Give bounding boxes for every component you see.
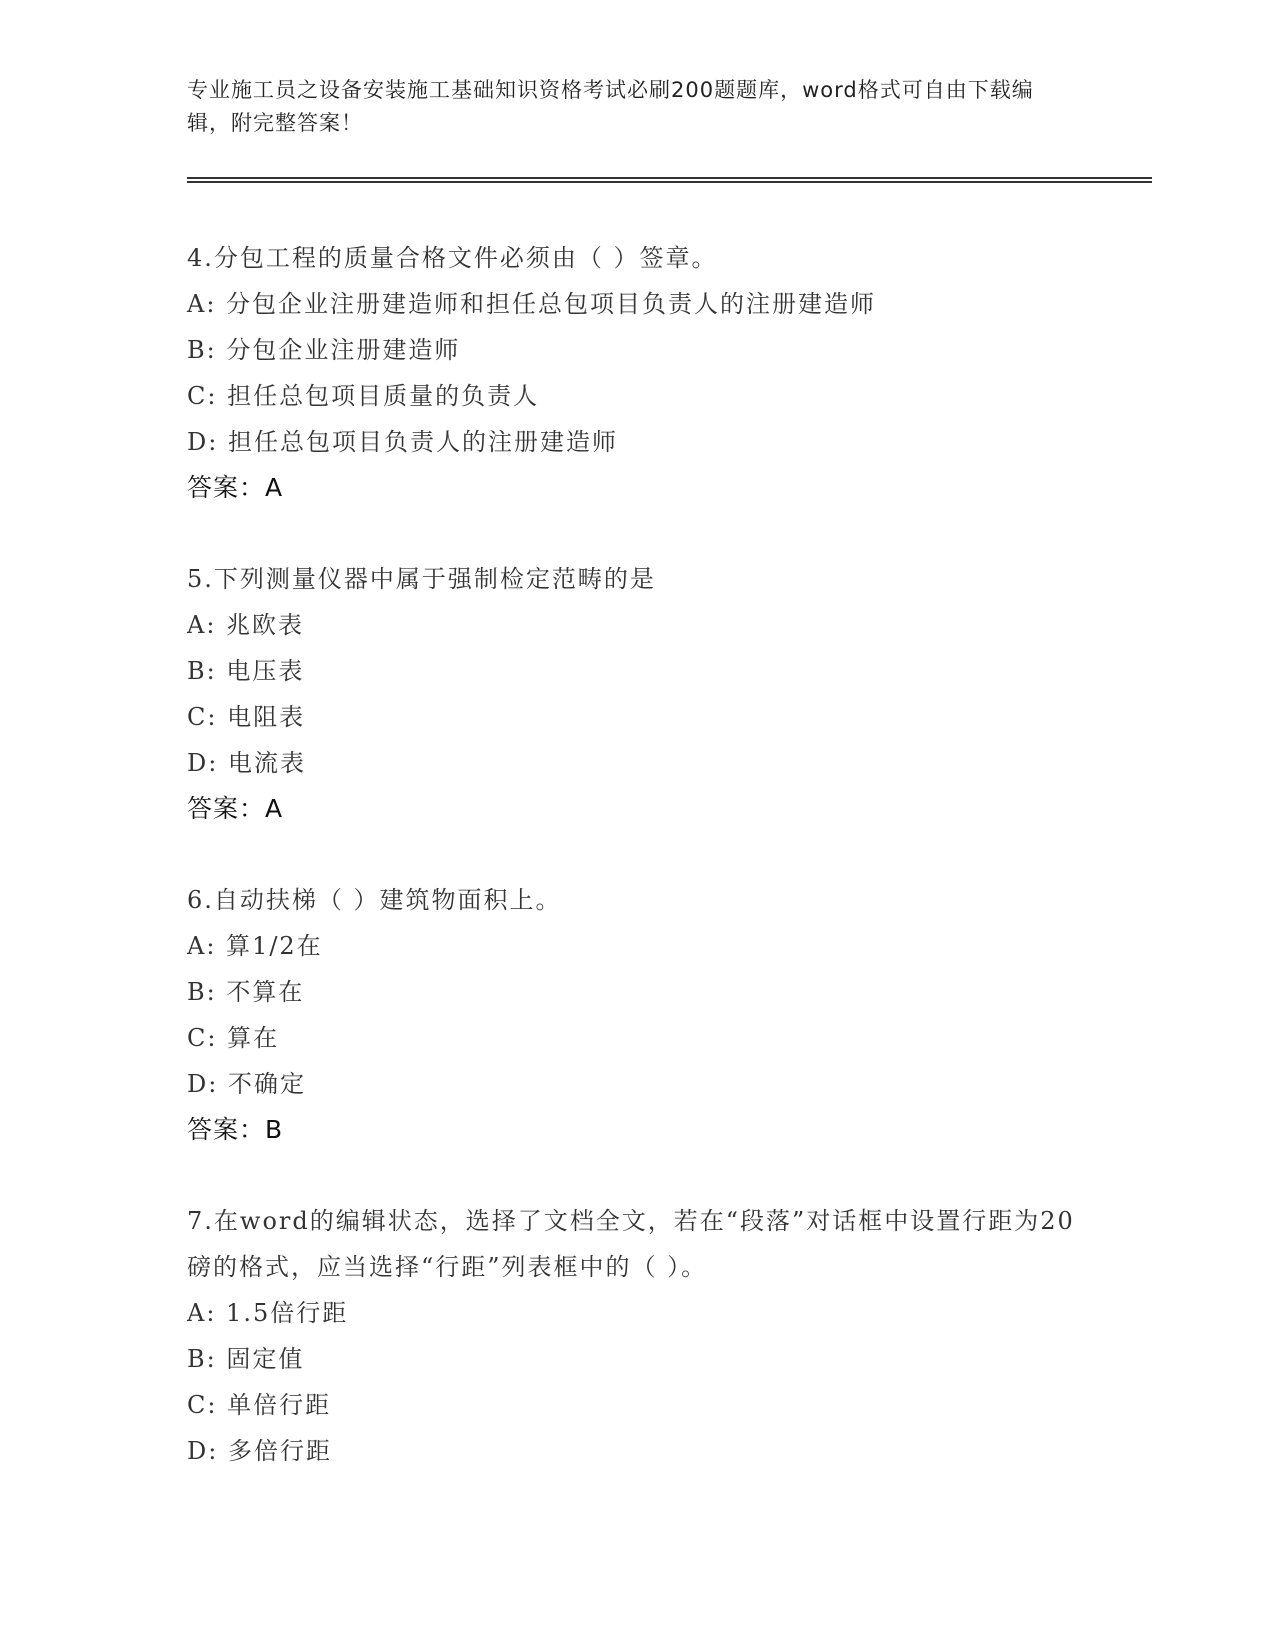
answer-label: 答案：B xyxy=(187,1115,284,1144)
header-text: 专业施工员之设备安装施工基础知识资格考试必刷200题题库，word格式可自由下载编辑，附完整答案！ xyxy=(187,78,1034,135)
answer-label: 答案：A xyxy=(187,794,284,823)
option-c: C: 电阻表 xyxy=(187,703,306,731)
option-a: A: 1.5倍行距 xyxy=(187,1299,349,1327)
option-b: B: 不算在 xyxy=(187,978,305,1006)
header-divider xyxy=(187,177,1152,183)
question-text: 6.自动扶梯（ ）建筑物面积上。 xyxy=(187,886,562,914)
option-a: A: 分包企业注册建造师和担任总包项目负责人的注册建造师 xyxy=(187,290,877,318)
option-b: B: 固定值 xyxy=(187,1345,305,1373)
option-d: D: 多倍行距 xyxy=(187,1437,332,1465)
option-a: A: 算1/2在 xyxy=(187,932,323,960)
option-b: B: 分包企业注册建造师 xyxy=(187,336,461,364)
option-c: C: 担任总包项目质量的负责人 xyxy=(187,382,540,410)
question-text: 7.在word的编辑状态，选择了文档全文，若在“段落”对话框中设置行距为20磅的格式，应当选择“行距”列表框中的（ ）。 xyxy=(187,1207,1075,1281)
question-7 xyxy=(187,1198,1087,1474)
option-d: D: 不确定 xyxy=(187,1070,306,1098)
option-c: C: 单倍行距 xyxy=(187,1391,332,1419)
option-d: D: 担任总包项目负责人的注册建造师 xyxy=(187,428,618,456)
question-list xyxy=(187,235,1087,1519)
option-d: D: 电流表 xyxy=(187,749,306,777)
question-5 xyxy=(187,556,1087,832)
option-b: B: 电压表 xyxy=(187,657,305,685)
question-4 xyxy=(187,235,1087,511)
question-text: 4.分包工程的质量合格文件必须由（ ）签章。 xyxy=(187,244,718,272)
option-c: C: 算在 xyxy=(187,1024,280,1052)
document-header xyxy=(187,74,1067,140)
answer-label: 答案：A xyxy=(187,473,284,502)
option-a: A: 兆欧表 xyxy=(187,611,305,639)
question-6 xyxy=(187,877,1087,1153)
question-text: 5.下列测量仪器中属于强制检定范畴的是 xyxy=(187,565,656,593)
